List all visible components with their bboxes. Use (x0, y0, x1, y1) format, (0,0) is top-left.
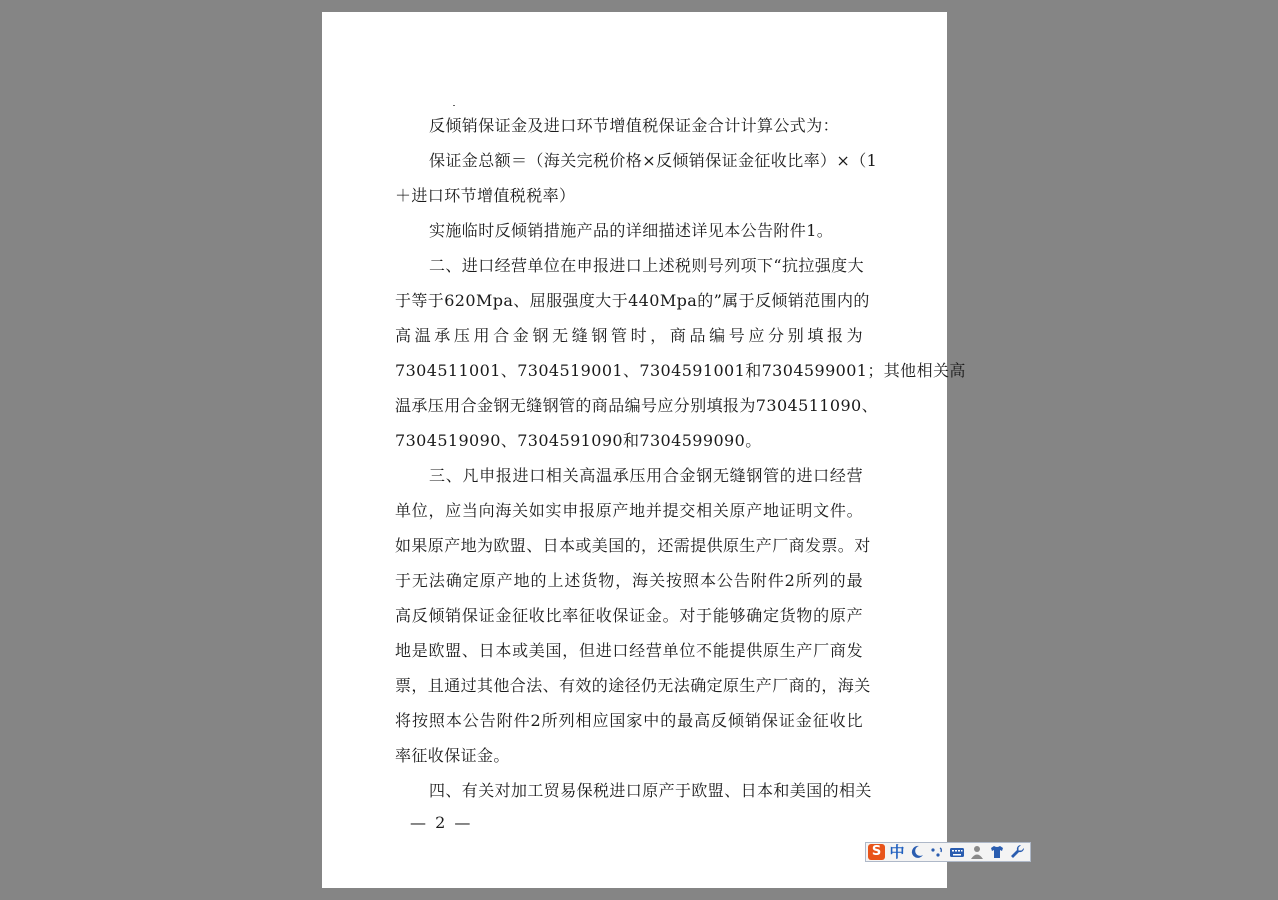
shirt-icon[interactable] (989, 844, 1005, 860)
doc-line-12: 单位，应当向海关如实申报原产地并提交相关原产地证明文件。 (395, 501, 863, 520)
language-toggle-button[interactable]: 中 (889, 843, 905, 861)
wrench-icon[interactable] (1009, 844, 1025, 860)
doc-line-2: 保证金总额＝（海关完税价格×反倾销保证金征收比率）×（1 (429, 151, 878, 170)
doc-line-7: 高温承压用合金钢无缝钢管时，商品编号应分别填报为 (395, 326, 863, 345)
document-page (322, 12, 966, 888)
doc-line-20: 四、有关对加工贸易保税进口原产于欧盟、日本和美国的相关 (429, 781, 872, 800)
doc-line-16: 地是欧盟、日本或美国，但进口经营单位不能提供原生产厂商发 (395, 641, 863, 660)
doc-line-3: ＋进口环节增值税税率） (395, 186, 576, 205)
doc-line-19: 率征收保证金。 (395, 746, 510, 765)
doc-line-11: 三、凡申报进口相关高温承压用合金钢无缝钢管的进口经营 (429, 466, 863, 485)
user-icon[interactable] (969, 844, 985, 860)
doc-line-1: 反倾销保证金及进口环节增值税保证金合计计算公式为： (429, 116, 840, 135)
doc-line-9: 温承压用合金钢无缝钢管的商品编号应分别填报为7304511090、 (395, 396, 878, 415)
doc-line-8: 7304511001、7304519001、7304591001和7304599001；其他相关高 (395, 361, 966, 380)
ime-toolbar (865, 842, 1031, 862)
doc-line-14: 于无法确定原产地的上述货物，海关按照本公告附件2所列的最 (395, 571, 863, 590)
doc-line-13: 如果原产地为欧盟、日本或美国的，还需提供原生产厂商发票。对 (395, 536, 871, 555)
page-number: — 2 — (410, 813, 473, 832)
doc-line-5: 二、进口经营单位在申报进口上述税则号列项下“抗拉强度大 (429, 256, 864, 275)
keyboard-icon[interactable] (949, 844, 965, 860)
punctuation-icon[interactable] (929, 844, 945, 860)
doc-line-15: 高反倾销保证金征收比率征收保证金。对于能够确定货物的原产 (395, 606, 863, 625)
sogou-logo-icon[interactable]: S (868, 844, 885, 860)
doc-line-17: 票，且通过其他合法、有效的途径仍无法确定原生产厂商的，海关 (395, 676, 871, 695)
doc-line-10: 7304519090、7304591090和7304599090。 (395, 431, 762, 450)
doc-line-18: 将按照本公告附件2所列相应国家中的最高反倾销保证金征收比 (395, 711, 863, 730)
doc-line-4: 实施临时反倾销措施产品的详细描述详见本公告附件1。 (429, 221, 834, 240)
scan-speck (453, 105, 455, 106)
doc-line-6: 于等于620Mpa、屈服强度大于440Mpa的”属于反倾销范围内的 (395, 291, 870, 310)
moon-icon[interactable] (909, 844, 925, 860)
